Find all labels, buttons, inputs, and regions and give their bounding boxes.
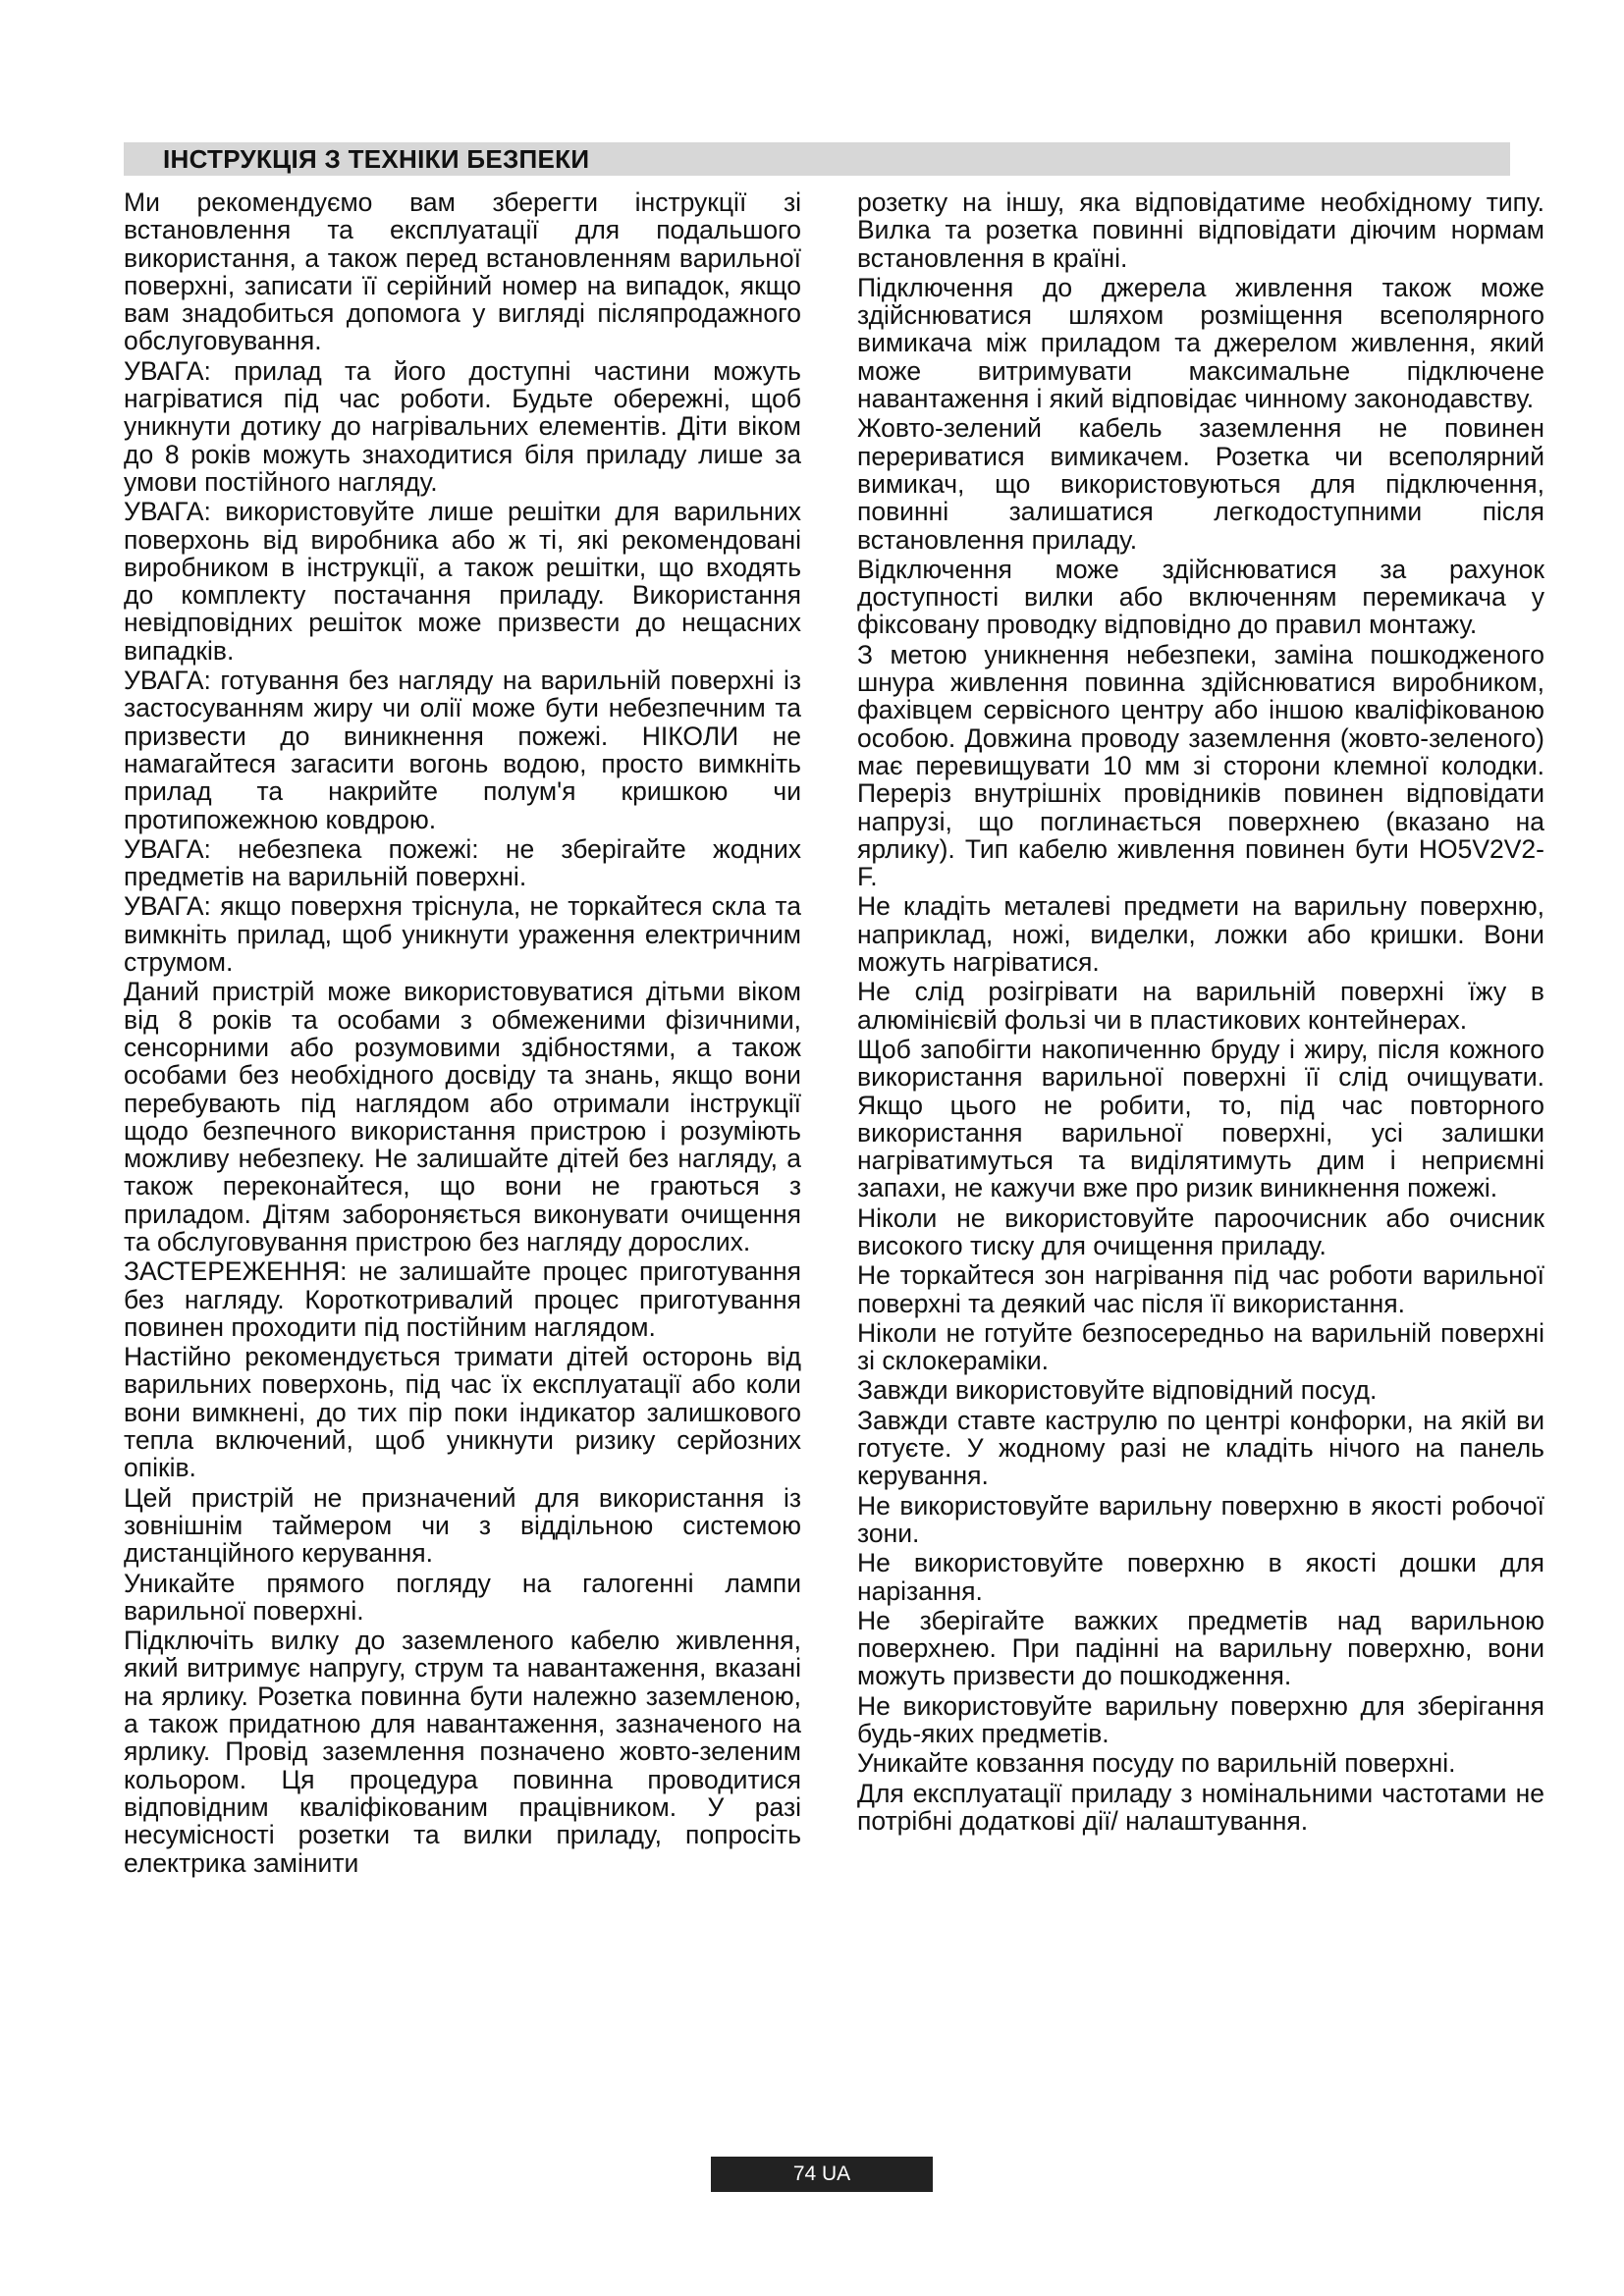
paragraph: Уникайте прямого погляду на галогенні лампи варильної поверхні.: [124, 1568, 801, 1626]
paragraph: УВАГА: небезпека пожежі: не зберігайте жодних предметів на варильній поверхні.: [124, 833, 801, 892]
right-column: [857, 188, 1544, 1837]
page-number-badge: [711, 2157, 933, 2192]
paragraph: Жовто-зелений кабель заземлення не повинен перериватися вимикачем. Розетка чи всеполярний вимикач, що використовуються для підключення, повинні залишатися легкодоступними після встановлення приладу.: [857, 413, 1544, 555]
paragraph: Підключіть вилку до заземленого кабелю живлення, який витримує напругу, струм та навантаження, вказані на ярлику. Розетка повинна бути належно заземленою, а також придатною для навантаження, зазначеного на ярлику. Провід заземлення позначено жовто-зеленим кольором. Ця процедура повинна проводитися відповідним кваліфікованим працівником. У разі несумісності розетки та вилки приладу, попросіть електрика замінити: [124, 1626, 801, 1878]
section-header-bar: [124, 142, 1510, 176]
paragraph: УВАГА: використовуйте лише решітки для варильних поверхонь від виробника або ж ті, які рекомендовані виробником в інструкції, а також решітки, що входять до комплекту постачання приладу. Використання невідповідних решіток може призвести до нещасних випадків.: [124, 497, 801, 666]
paragraph: УВАГА: прилад та його доступні частини можуть нагріватися під час роботи. Будьте обережні, щоб уникнути дотику до нагрівальних елементів. Діти віком до 8 років можуть знаходитися біля приладу лише за умови постійного нагляду.: [124, 355, 801, 497]
paragraph: Завжди ставте каструлю по центрі конфорки, на якій ви готуєте. У жодному разі не кладіть нічого на панель керування.: [857, 1405, 1544, 1491]
paragraph: розетку на іншу, яка відповідатиме необхідному типу. Вилка та розетка повинні відповідати діючим нормам встановлення в країні.: [857, 187, 1544, 273]
paragraph: Не використовуйте поверхню в якості дошки для нарізання.: [857, 1548, 1544, 1606]
paragraph: Щоб запобігти накопиченню бруду і жиру, після кожного використання варильної поверхні її слід очищувати. Якщо цього не робити, то, під час повторного використання варильної поверхні, усі залишки нагріватимуться та виділятимуть дим і неприємні запахи, не кажучи вже про ризик виникнення пожежі.: [857, 1034, 1544, 1203]
paragraph: Ніколи не використовуйте пароочисник або очисник високого тиску для очищення приладу.: [857, 1202, 1544, 1260]
paragraph: Підключення до джерела живлення також може здійснюватися шляхом розміщення всеполярного вимикача між приладом та джерелом живлення, який може витримувати максимальне підключене навантаження і який відповідає чинному законодавству.: [857, 272, 1544, 414]
page-number: 74 UA: [792, 2163, 851, 2185]
paragraph: Ніколи не готуйте безпосередньо на варильній поверхні зі склокераміки.: [857, 1317, 1544, 1376]
paragraph: ЗАСТЕРЕЖЕННЯ: не залишайте процес приготування без нагляду. Короткотривалий процес приготування повинен проходити під постійним наглядом.: [124, 1256, 801, 1342]
paragraph: Настійно рекомендується тримати дітей осторонь від варильних поверхонь, під час їх експлуатації або коли вони вимкнені, до тих пір поки індикатор залишкового тепла включений, щоб уникнути ризику серйозних опіків.: [124, 1342, 801, 1483]
paragraph: Цей пристрій не призначений для використання із зовнішнім таймером чи з віддільною системою дистанційного керування.: [124, 1482, 801, 1569]
left-column: [124, 188, 801, 1879]
paragraph: Ми рекомендуємо вам зберегти інструкції зі встановлення та експлуатації для подальшого використання, а також перед встановленням варильної поверхні, записати її серійний номер на випадок, якщо вам знадобиться допомога у вигляді післяпродажного обслуговування.: [124, 187, 801, 356]
paragraph: Завжди використовуйте відповідний посуд.: [857, 1375, 1378, 1406]
paragraph: Не слід розігрівати на варильній поверхні їжу в алюмінієвій фользі чи в пластикових контейнерах.: [857, 977, 1544, 1035]
paragraph: УВАГА: готування без нагляду на варильній поверхні із застосуванням жиру чи олії може бути небезпечним та призвести до виникнення пожежі. НІКОЛИ не намагайтеся загасити вогонь водою, просто вимкніть прилад та накрийте полум'я кришкою чи протипожежною ковдрою.: [124, 666, 801, 834]
paragraph: Не зберігайте важких предметів над варильною поверхнею. При падінні на варильну поверхню, вони можуть призвести до пошкодження.: [857, 1605, 1544, 1691]
paragraph: Не використовуйте варильну поверхню в якості робочої зони.: [857, 1490, 1544, 1548]
paragraph: З метою уникнення небезпеки, заміна пошкодженого шнура живлення повинна здійснюватися виробником, фахівцем сервісного центру або іншою кваліфікованою особою. Довжина проводу заземлення (жовто-зеленого) має перевищувати 10 мм зі сторони клемної колодки. Переріз внутрішніх провідників повинен відповідати напрузі, що поглинається поверхнею (вказано на ярлику). Тип кабелю живлення повинен бути HO5V2V2-F.: [857, 639, 1544, 892]
paragraph: Не кладіть металеві предмети на варильну поверхню, наприклад, ножі, виделки, ложки або кришки. Вони можуть нагріватися.: [857, 891, 1544, 978]
paragraph: Відключення може здійснюватися за рахунок доступності вилки або включенням перемикача у фіксовану проводку відповідно до правил монтажу.: [857, 554, 1544, 640]
paragraph: Не використовуйте варильну поверхню для зберігання будь-яких предметів.: [857, 1690, 1544, 1749]
paragraph: Уникайте ковзання посуду по варильній поверхні.: [857, 1748, 1456, 1779]
paragraph: Не торкайтеся зон нагрівання під час роботи варильної поверхні та деякий час після її використання.: [857, 1260, 1544, 1318]
paragraph: Для експлуатації приладу з номінальними частотами не потрібні додаткові дії/ налаштування.: [857, 1778, 1544, 1836]
section-title: ІНСТРУКЦІЯ З ТЕХНІКИ БЕЗПЕКИ: [163, 143, 590, 174]
paragraph: УВАГА: якщо поверхня тріснула, не торкайтеся скла та вимкніть прилад, щоб уникнути ураження електричним струмом.: [124, 891, 801, 978]
paragraph: Даний пристрій може використовуватися дітьми віком від 8 років та особами з обмеженими фізичними, сенсорними або розумовими здібностями, а також особами без необхідного досвіду та знань, якщо вони перебувають під наглядом або отримали інструкції щодо безпечного використання пристрою і розуміють можливу небезпеку. Не залишайте дітей без нагляду, а також переконайтеся, що вони не граються з приладом. Дітям забороняється виконувати очищення та обслуговування пристрою без нагляду дорослих.: [124, 977, 801, 1256]
